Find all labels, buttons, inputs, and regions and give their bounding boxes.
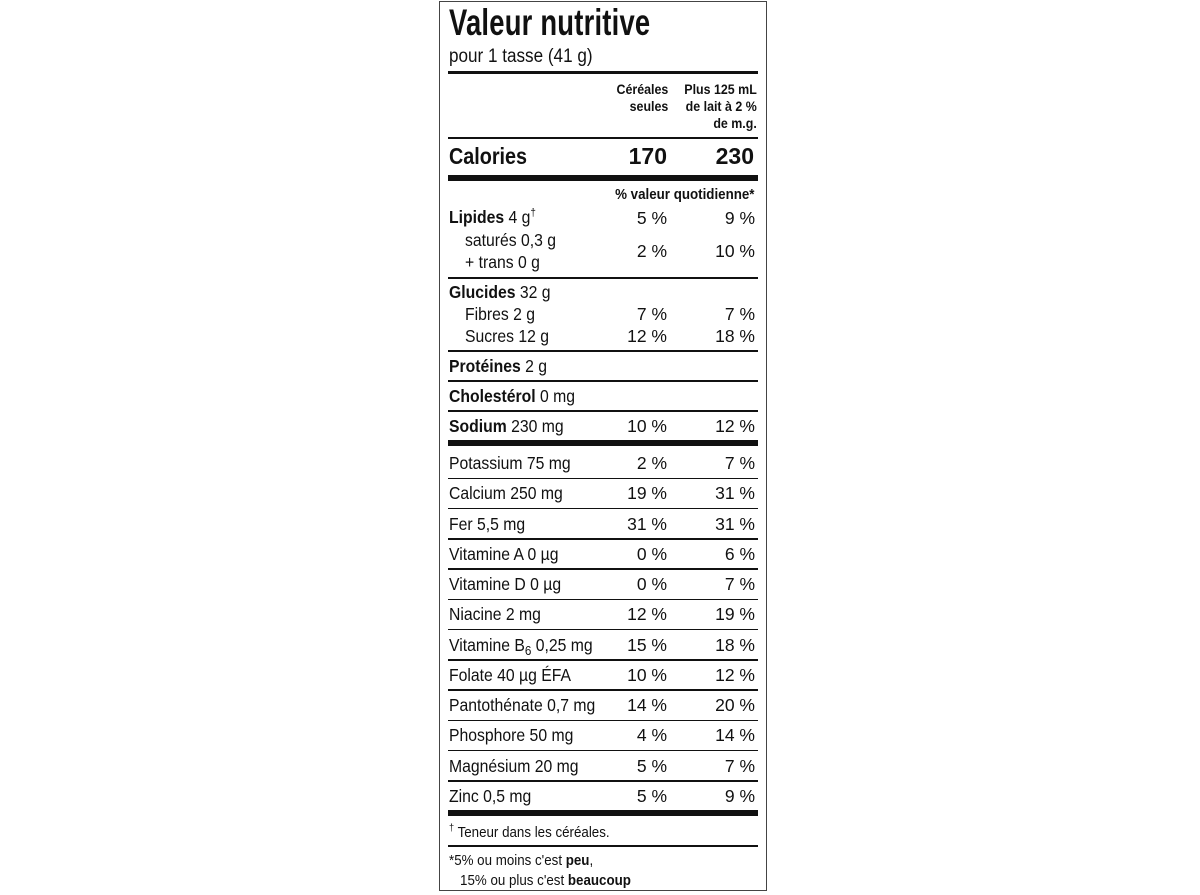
rule-thick-bottom: [448, 810, 758, 816]
nutrient-label: Vitamine $B_6$ 0,25 mg: [449, 634, 593, 658]
rule-after-protein: [448, 380, 758, 382]
nutrient-dv-cereal: 0 %: [636, 543, 667, 564]
nutrient-label: Vitamine A 0 µg: [449, 543, 559, 564]
nutrient-dv-milk: 7 %: [724, 453, 755, 473]
nutrient-divider: [448, 750, 758, 752]
nutrient-dv-cereal: 31 %: [627, 513, 667, 534]
nutrient-dv-cereal: 2 %: [636, 453, 667, 473]
rule-thin-header: [448, 137, 758, 139]
rule-after-fat: [448, 277, 758, 279]
cholesterol-label: Cholestérol 0 mg: [449, 386, 576, 406]
fibre-label: Fibres 2 g: [465, 304, 536, 324]
rule-thick-micronutrients: [448, 440, 758, 446]
nutrient-dv-cereal: 14 %: [627, 695, 667, 715]
nutrient-dv-cereal: 5 %: [636, 755, 667, 776]
calories-label: Calories: [449, 143, 528, 169]
nutrient-label: Magnésium 20 mg: [449, 755, 579, 776]
sodium-dv-cereal: 10 %: [627, 416, 667, 436]
column-header-cereal: Céréales seules: [616, 82, 668, 114]
sugars-label: Sucres 12 g: [465, 326, 550, 346]
rule-after-carbs: [448, 350, 758, 352]
nutrient-label: Zinc 0,5 mg: [449, 785, 532, 806]
nutrient-dv-milk: 6 %: [724, 543, 755, 564]
nutrient-divider: [448, 568, 758, 570]
column-header-milk: Plus 125 mL de lait à 2 % de m.g.: [684, 82, 757, 131]
fat-label: Lipides 4 g†: [449, 207, 536, 227]
rule-thick-top: [448, 71, 758, 74]
fat-dv-milk: 9 %: [724, 208, 755, 228]
nutrient-divider: [448, 478, 758, 480]
nutrient-divider: [448, 689, 758, 691]
nutrient-dv-cereal: 5 %: [636, 785, 667, 806]
fibre-dv-cereal: 7 %: [636, 304, 667, 324]
nutrient-dv-cereal: 19 %: [627, 483, 667, 504]
daily-value-header: % valeur quotidienne*: [614, 187, 754, 203]
nutrient-dv-milk: 12 %: [715, 664, 755, 685]
nutrient-dv-milk: 18 %: [715, 634, 755, 655]
nutrient-divider: [448, 599, 758, 601]
nutrient-divider: [448, 629, 758, 631]
nutrient-dv-cereal: 15 %: [627, 634, 667, 655]
rule-thick-calories: [448, 175, 758, 181]
nutrient-dv-cereal: 0 %: [636, 574, 667, 594]
nutrient-label: Pantothénate 0,7 mg: [449, 695, 596, 715]
rule-after-cholesterol: [448, 410, 758, 412]
sugars-dv-milk: 18 %: [715, 326, 755, 346]
footnote-dagger: † Teneur dans les céréales.: [449, 823, 610, 841]
trans-fat-label: + trans 0 g: [465, 252, 540, 272]
nutrient-label: Fer 5,5 mg: [449, 513, 526, 534]
fat-dv-cereal: 5 %: [636, 208, 667, 228]
nutrient-divider: [448, 780, 758, 782]
saturated-fat-label: saturés 0,3 g: [465, 230, 557, 250]
nutrient-label: Potassium 75 mg: [449, 453, 571, 473]
nutrient-dv-milk: 19 %: [715, 604, 755, 625]
nutrient-dv-milk: 7 %: [724, 574, 755, 594]
label-title: Valeur nutritive: [449, 2, 651, 43]
nutrient-dv-cereal: 10 %: [627, 664, 667, 685]
calories-milk-value: 230: [715, 143, 754, 169]
nutrient-dv-cereal: 12 %: [627, 604, 667, 625]
nutrient-dv-milk: 9 %: [724, 785, 755, 806]
sat-trans-dv-cereal: 2 %: [636, 241, 667, 261]
nutrient-divider: [448, 720, 758, 722]
carbohydrate-label: Glucides 32 g: [449, 282, 551, 302]
nutrient-dv-milk: 31 %: [715, 483, 755, 504]
rule-footnotes: [448, 845, 758, 847]
nutrient-label: Phosphore 50 mg: [449, 725, 574, 746]
footnote-daily-value-guide: *5% ou moins c'est peu, 15% ou plus c'est beaucoup: [449, 853, 631, 889]
serving-size: pour 1 tasse (41 g): [449, 46, 593, 67]
nutrient-label: Calcium 250 mg: [449, 483, 563, 504]
sodium-dv-milk: 12 %: [715, 416, 755, 436]
nutrient-dv-milk: 31 %: [715, 513, 755, 534]
nutrient-dv-milk: 14 %: [715, 725, 755, 746]
fibre-dv-milk: 7 %: [724, 304, 755, 324]
nutrient-divider: [448, 508, 758, 510]
nutrient-label: Niacine 2 mg: [449, 604, 541, 625]
protein-label: Protéines 2 g: [449, 356, 548, 376]
calories-cereal-value: 170: [628, 143, 667, 169]
sugars-dv-cereal: 12 %: [627, 326, 667, 346]
sodium-label: Sodium 230 mg: [449, 416, 564, 436]
nutrient-dv-milk: 7 %: [724, 755, 755, 776]
nutrient-label: Folate 40 µg ÉFA: [449, 664, 572, 685]
nutrient-dv-cereal: 4 %: [636, 725, 667, 746]
sat-trans-dv-milk: 10 %: [715, 241, 755, 261]
nutrient-label: Vitamine D 0 µg: [449, 574, 562, 594]
nutrient-divider: [448, 538, 758, 540]
nutrient-dv-milk: 20 %: [715, 695, 755, 715]
nutrient-divider: [448, 659, 758, 661]
